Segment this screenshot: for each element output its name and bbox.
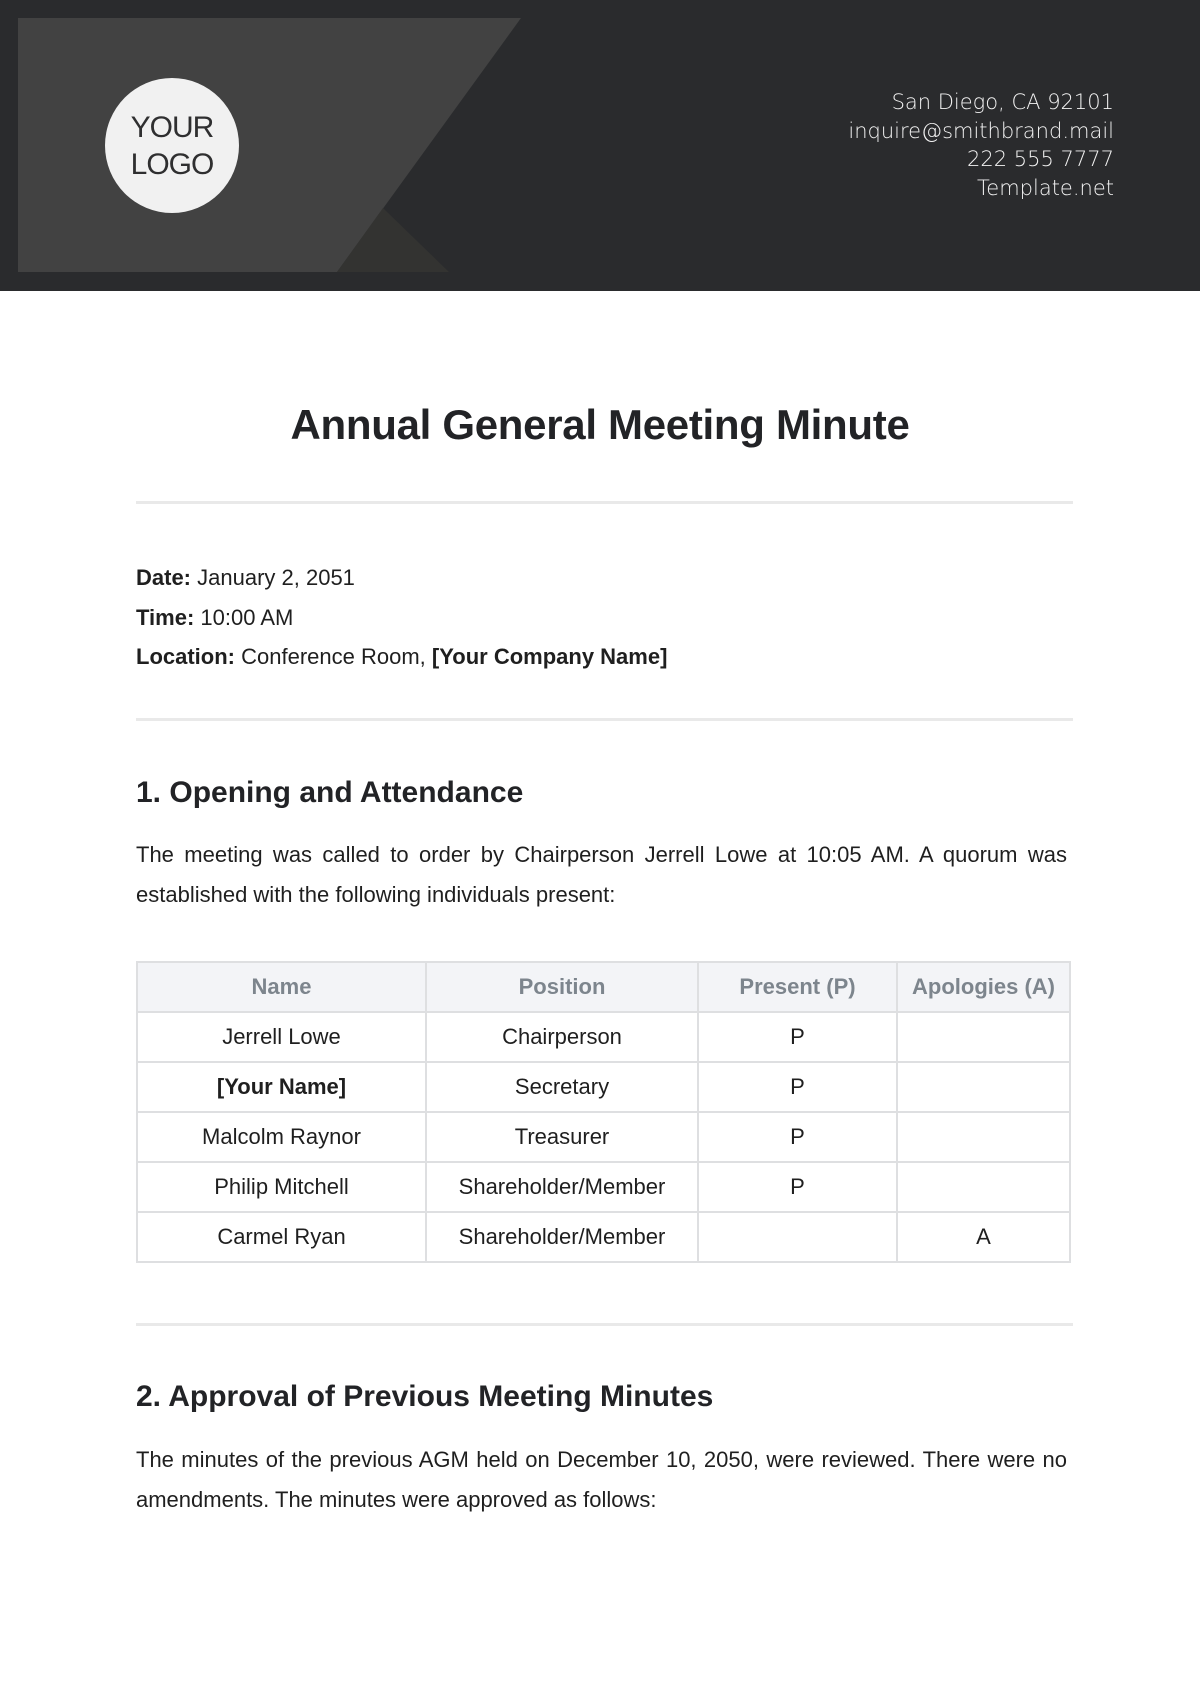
cell-position: Treasurer xyxy=(426,1112,698,1162)
cell-name: Carmel Ryan xyxy=(137,1212,426,1262)
meeting-time xyxy=(136,598,667,638)
cell-present: P xyxy=(698,1112,897,1162)
cell-apologies xyxy=(897,1112,1070,1162)
time-label: Time: xyxy=(136,604,195,630)
date-value: January 2, 2051 xyxy=(197,565,355,590)
divider xyxy=(136,501,1073,504)
cell-name: [Your Name] xyxy=(137,1062,426,1112)
table-row xyxy=(137,1062,1070,1112)
cell-present xyxy=(698,1212,897,1262)
cell-name: Jerrell Lowe xyxy=(137,1012,426,1062)
company-logo: YOUR LOGO xyxy=(105,78,239,213)
location-label: Location: xyxy=(136,644,235,669)
time-value: 10:00 AM xyxy=(200,604,294,630)
contact-website[interactable]: Template.net xyxy=(977,175,1114,200)
column-header-name: Name xyxy=(137,962,426,1012)
section-paragraph: The minutes of the previous AGM held on December 10, 2050, were reviewed. There were no amendments. The minutes were approved as follows: xyxy=(136,1447,1067,1512)
column-header-present: Present (P) xyxy=(698,962,897,1012)
cell-apologies xyxy=(897,1012,1070,1062)
cell-present: P xyxy=(698,1162,897,1212)
meeting-details xyxy=(136,558,667,677)
table-row xyxy=(137,1112,1070,1162)
location-value: Conference Room, xyxy=(241,644,426,669)
cell-apologies xyxy=(897,1162,1070,1212)
cell-name: Philip Mitchell xyxy=(137,1162,426,1212)
cell-position: Shareholder/Member xyxy=(426,1162,698,1212)
divider xyxy=(136,1323,1073,1326)
cell-name: Malcolm Raynor xyxy=(137,1112,426,1162)
table-header-row xyxy=(137,962,1070,1012)
table-row xyxy=(137,1012,1070,1062)
cell-apologies: A xyxy=(897,1212,1070,1262)
section-paragraph: The meeting was called to order by Chairperson Jerrell Lowe at 10:05 AM. A quorum was established with the following individuals present: xyxy=(136,842,1067,907)
document-title: Annual General Meeting Minute xyxy=(290,401,910,448)
table-row xyxy=(137,1162,1070,1212)
contact-email[interactable]: inquire@smithbrand.mail xyxy=(848,118,1114,143)
cell-present: P xyxy=(698,1012,897,1062)
contact-info xyxy=(848,88,1114,202)
column-header-apologies: Apologies (A) xyxy=(897,962,1070,1012)
cell-present: P xyxy=(698,1062,897,1112)
cell-apologies xyxy=(897,1062,1070,1112)
column-header-position: Position xyxy=(426,962,698,1012)
letterhead-band xyxy=(0,0,1200,291)
header-panel xyxy=(18,18,521,272)
meeting-date xyxy=(136,558,667,598)
divider xyxy=(136,718,1073,721)
cell-position: Shareholder/Member xyxy=(426,1212,698,1262)
contact-phone: 222 555 7777 xyxy=(967,147,1114,171)
table-row xyxy=(137,1212,1070,1262)
section-heading: 2. Approval of Previous Meeting Minutes xyxy=(136,1380,714,1413)
attendance-table xyxy=(136,961,1071,1263)
section-heading: 1. Opening and Attendance xyxy=(136,776,524,809)
meeting-location xyxy=(136,637,667,677)
cell-position: Chairperson xyxy=(426,1012,698,1062)
contact-address: San Diego, CA 92101 xyxy=(891,90,1114,114)
cell-position: Secretary xyxy=(426,1062,698,1112)
location-company: [Your Company Name] xyxy=(431,644,668,669)
date-label: Date: xyxy=(136,565,192,590)
